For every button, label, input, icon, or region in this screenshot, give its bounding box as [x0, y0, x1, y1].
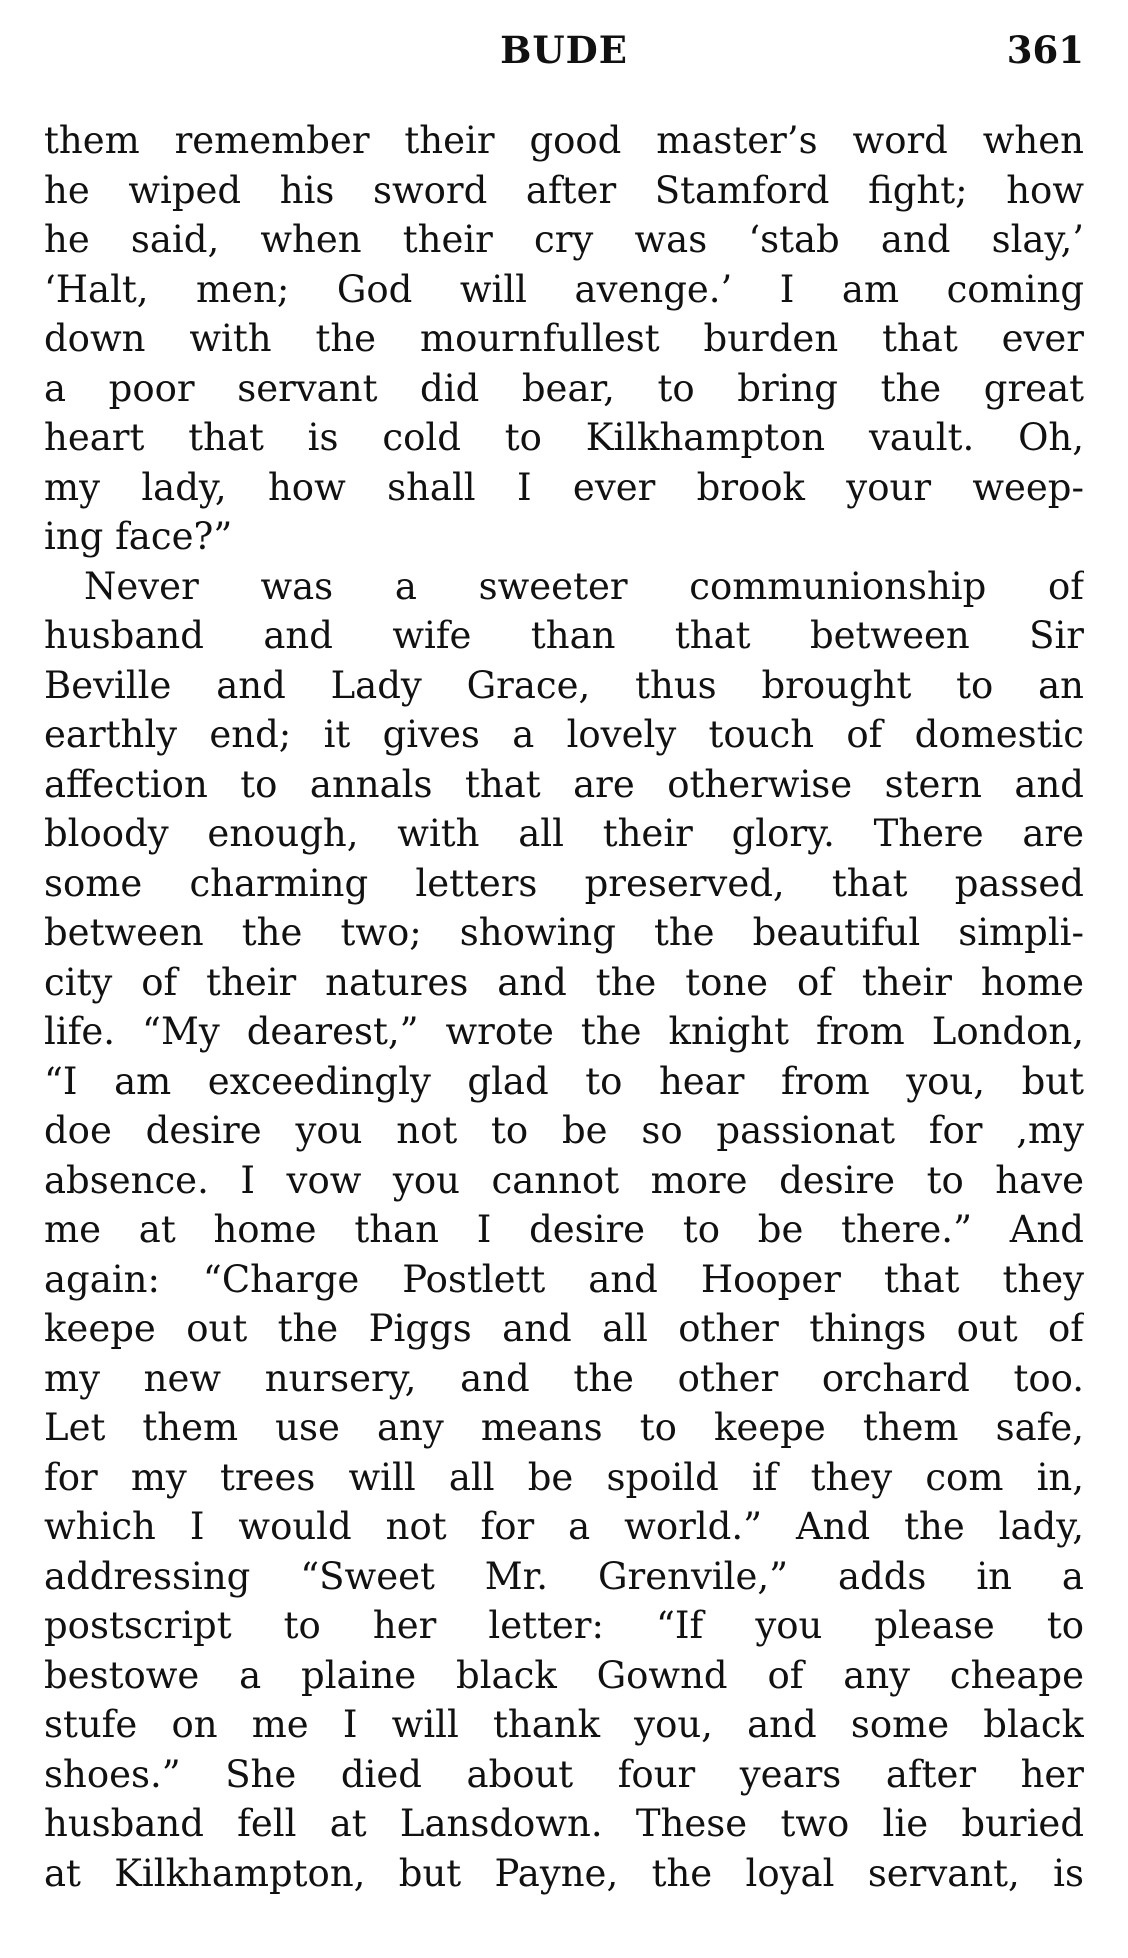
text-line: Let them use any means to keepe them safe,	[44, 1406, 1084, 1449]
text-line: for my trees will all be spoild if they com in,	[44, 1455, 1084, 1499]
text-line: between the two; showing the beautiful simpli-	[44, 911, 1084, 954]
text-line: heart that is cold to Kilkhampton vault. Oh,	[44, 416, 1084, 459]
text-line: earthly end; it gives a lovely touch of domestic	[44, 713, 1084, 756]
text-line: at Kilkhampton, but Payne, the loyal servant, is	[44, 1851, 1084, 1895]
text-line: shoes.” She died about four years after her	[44, 1752, 1084, 1796]
text-line: life. “My dearest,” wrote the knight from London,	[44, 1010, 1084, 1053]
paragraph-first-line: Never was a sweeter communionship of	[84, 564, 1084, 608]
running-head: BUDE	[500, 28, 628, 72]
text-line: he said, when their cry was ‘stab and slay,’	[44, 218, 1084, 261]
text-line: doe desire you not to be so passionat for ,my	[44, 1109, 1084, 1152]
text-line: addressing “Sweet Mr. Grenvile,” adds in a	[44, 1554, 1084, 1598]
text-line: Beville and Lady Grace, thus brought to an	[44, 663, 1084, 707]
text-line: again: “Charge Postlett and Hooper that they	[44, 1257, 1084, 1301]
book-page	[44, 12, 1084, 1942]
text-line: stufe on me I will thank you, and some black	[44, 1703, 1084, 1746]
text-line: keepe out the Piggs and all other things out of	[44, 1307, 1084, 1350]
body-text	[44, 116, 1084, 1898]
text-line: postscript to her letter: “If you please to	[44, 1604, 1084, 1647]
text-line: my new nursery, and the other orchard too.	[44, 1356, 1084, 1400]
text-line: ‘Halt, men; God will avenge.’ I am coming	[44, 267, 1084, 311]
text-line: ing face?”	[44, 515, 233, 558]
text-line: which I would not for a world.” And the lady,	[44, 1505, 1084, 1548]
text-line: a poor servant did bear, to bring the great	[44, 366, 1084, 410]
page-header	[44, 12, 1084, 98]
text-line: absence. I vow you cannot more desire to have	[44, 1158, 1084, 1202]
text-line: some charming letters preserved, that passed	[44, 861, 1084, 905]
text-line: my lady, how shall I ever brook your weep-	[44, 465, 1084, 509]
text-line: affection to annals that are otherwise stern and	[44, 762, 1084, 806]
text-line: city of their natures and the tone of their home	[44, 960, 1084, 1004]
text-line: them remember their good master’s word when	[44, 119, 1084, 162]
text-line: “I am exceedingly glad to hear from you, but	[44, 1059, 1084, 1103]
text-line: bloody enough, with all their glory. There are	[44, 812, 1084, 855]
text-line: husband and wife than that between Sir	[44, 614, 1084, 657]
text-line: down with the mournfullest burden that ever	[44, 317, 1084, 360]
text-line: bestowe a plaine black Gownd of any cheape	[44, 1653, 1084, 1697]
text-line: husband fell at Lansdown. These two lie buried	[44, 1802, 1084, 1845]
text-line: me at home than I desire to be there.” And	[44, 1208, 1084, 1251]
text-line: he wiped his sword after Stamford fight; how	[44, 168, 1084, 212]
page-number: 361	[1006, 28, 1084, 72]
